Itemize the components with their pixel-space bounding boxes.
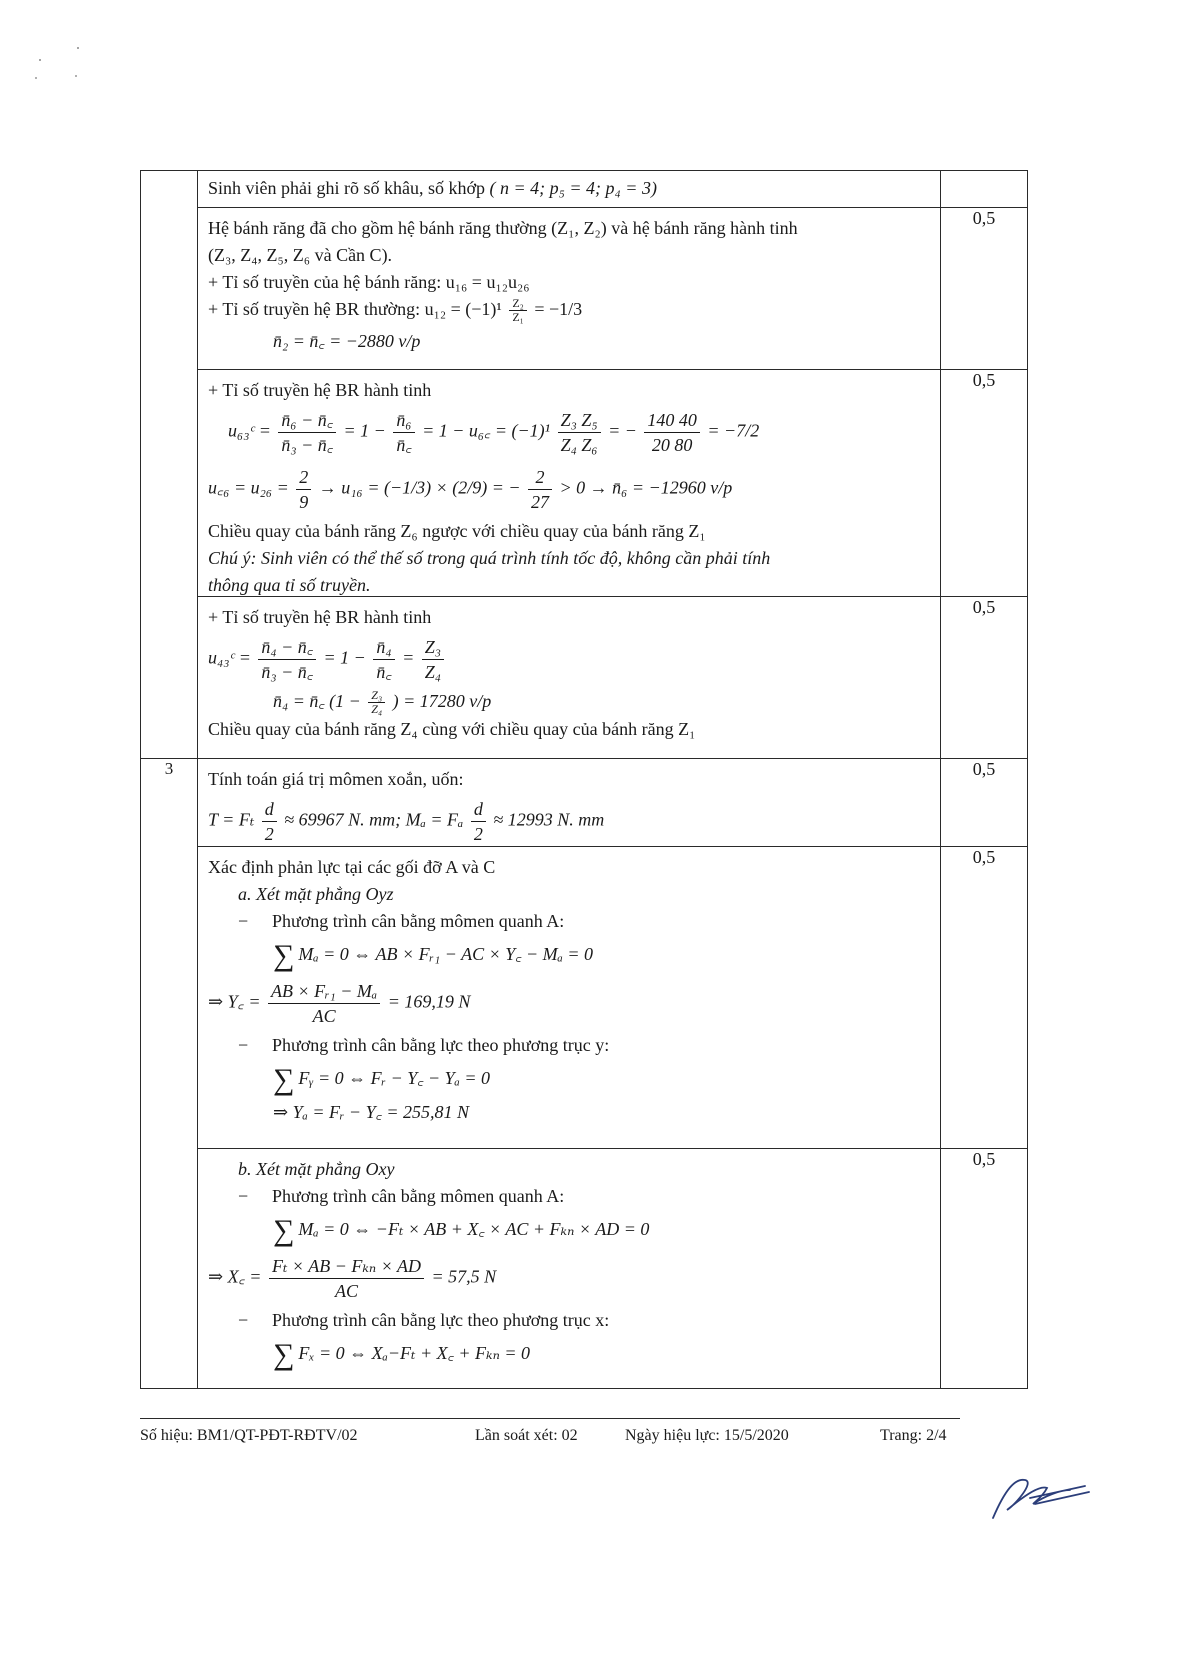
equation-line	[208, 296, 930, 324]
text-line: + Tỉ số truyền hệ BR hành tinh	[208, 380, 432, 400]
equation-part: = 57,5 N	[431, 1266, 497, 1287]
content-cell	[198, 597, 941, 759]
fraction	[471, 797, 486, 846]
fraction	[644, 408, 700, 457]
document-footer	[140, 1418, 960, 1444]
fraction-denominator: 2	[471, 821, 486, 846]
equation-line	[208, 1334, 930, 1374]
equation-part: Fᵧ = 0 ⇔ Fᵣ − Y꜀ − Yₐ = 0	[298, 1067, 491, 1088]
dash-bullet: −	[238, 1309, 249, 1330]
equation-part: ) = 17280 v/p	[392, 691, 492, 711]
fraction-numerator: 2	[299, 467, 309, 487]
dash-bullet: −	[238, 1034, 249, 1055]
text-line: Chiều quay của bánh răng Z₄ cùng với chiều quay của bánh răng Z₁	[208, 719, 696, 740]
equation-line	[208, 793, 930, 850]
fraction-numerator: n̄₆	[396, 410, 412, 430]
fraction	[269, 1254, 424, 1303]
subsection-heading: a. Xét mặt phẳng Oyz	[238, 884, 394, 904]
fraction	[422, 635, 444, 684]
equation-part: ≈ 69967 N. mm; Mₐ = Fₐ	[284, 809, 464, 830]
fraction-numerator: AB × Fᵣ₁ − Mₐ	[270, 980, 378, 1001]
text-line: Tính toán giá trị mômen xoắn, uốn:	[208, 769, 464, 789]
equation-line: ⇒ Yₐ = Fᵣ − Y꜀ = 255,81 N	[273, 1101, 469, 1122]
fraction-numerator: Z₃	[424, 637, 442, 657]
fraction-numerator: 2	[535, 467, 545, 487]
text-line-content: Phương trình cân bằng lực theo phương trục x:	[272, 1309, 610, 1330]
fraction-numerator: n̄₄ − n̄꜀	[261, 637, 314, 657]
text-line-content: Phương trình cân bằng mômen quanh A:	[272, 1186, 565, 1206]
text-line	[208, 1307, 930, 1334]
note-line: thông qua tỉ số truyền.	[208, 575, 371, 595]
fraction	[558, 408, 601, 457]
fraction-denominator: 2	[262, 821, 277, 846]
dash-bullet: −	[238, 911, 249, 931]
sigma-symbol: ∑	[273, 1062, 295, 1096]
equation-part: u₄₃ᶜ =	[208, 647, 251, 668]
equation-line	[208, 688, 930, 716]
content-cell	[198, 171, 941, 208]
fraction-numerator: 140 40	[647, 410, 697, 430]
equation-part: ⇒ X꜀ =	[208, 1266, 262, 1287]
equation-part: Mₐ = 0 ⇔ −Fₜ × AB + X꜀ × AC + Fₖₙ × AD = 0	[298, 1219, 650, 1239]
text-line-content: Phương trình cân bằng lực theo phương trục y:	[272, 1034, 610, 1055]
content-cell	[198, 208, 941, 370]
fraction	[278, 408, 336, 457]
table-row	[141, 171, 1028, 208]
text-line: + Tỉ số truyền hệ BR hành tinh	[208, 607, 432, 627]
answer-table	[140, 170, 1028, 1389]
fraction	[268, 979, 380, 1028]
fraction-denominator: n̄꜀	[393, 432, 414, 457]
text-line: + Tỉ số truyền của hệ bánh răng: u₁₆ = u₁₂u₂₆	[208, 272, 530, 292]
fraction	[262, 797, 277, 846]
score-cell: 0,5	[941, 1149, 1028, 1389]
fraction-denominator: Z₁	[509, 310, 527, 324]
fraction-denominator: Z₄	[368, 702, 385, 716]
equation-part: > 0 → n̄₆ = −12960 v/p	[559, 477, 733, 498]
equation-line	[208, 404, 930, 461]
fraction-numerator: Fₜ × AB − Fₖₙ × AD	[271, 1255, 422, 1276]
handwritten-signature	[985, 1460, 1095, 1530]
sigma-symbol: ∑	[273, 938, 295, 972]
equation-part: → u₁₆ = (−1/3) × (2/9) = −	[318, 477, 521, 498]
fraction	[509, 297, 527, 324]
dash-bullet: −	[238, 1186, 249, 1206]
fraction-numerator: Z₃ Z₅	[560, 410, 598, 430]
score-cell	[941, 171, 1028, 208]
fraction	[368, 689, 385, 716]
fraction-denominator: n̄꜀	[373, 659, 394, 684]
content-cell	[198, 847, 941, 1149]
fraction-denominator: n̄₃ − n̄꜀	[278, 432, 336, 457]
content-cell	[198, 370, 941, 597]
equation-part: T = Fₜ	[208, 809, 255, 830]
sigma-symbol: ∑	[273, 1337, 295, 1371]
subsection-heading: b. Xét mặt phẳng Oxy	[238, 1159, 395, 1179]
equation-line	[208, 1059, 930, 1099]
equation-part: u꜀₆ = u₂₆ =	[208, 477, 289, 498]
fraction-numerator: Z₃	[371, 688, 383, 703]
fraction-numerator: n̄₄	[376, 637, 392, 657]
fraction-numerator: d	[473, 799, 483, 819]
note-line: Chú ý: Sinh viên có thể thế số trong quá trình tính tốc độ, không cần phải tính	[208, 548, 771, 568]
fraction-denominator: Z₄	[422, 659, 444, 684]
table-row	[141, 847, 1028, 1149]
score-cell: 0,5	[941, 847, 1028, 1149]
table-row	[141, 597, 1028, 759]
equation-part: = 169,19 N	[387, 991, 471, 1012]
text-line	[208, 1032, 930, 1059]
fraction-numerator: d	[264, 799, 274, 819]
score-cell: 0,5	[941, 208, 1028, 370]
table-row	[141, 370, 1028, 597]
fraction-denominator: 9	[296, 489, 311, 514]
scan-noise	[30, 40, 90, 100]
fraction	[373, 635, 394, 684]
fraction-numerator: Z₂	[512, 296, 524, 311]
equation-line	[208, 1250, 930, 1307]
equation-part: Mₐ = 0 ⇔ AB × Fᵣ₁ − AC × Y꜀ − Mₐ = 0	[298, 944, 594, 964]
fraction	[393, 408, 414, 457]
table-row	[141, 1149, 1028, 1389]
effective-date: Ngày hiệu lực: 15/5/2020	[625, 1427, 789, 1444]
question-number: 3	[141, 759, 198, 1389]
equation-part: = 1 −	[343, 420, 386, 441]
text-line-content: Phương trình cân bằng mômen quanh A:	[272, 911, 565, 931]
revision-number: Lần soát xét: 02	[475, 1427, 578, 1444]
fraction-denominator: Z₄ Z₆	[558, 432, 601, 457]
score-cell: 0,5	[941, 759, 1028, 847]
table-row	[141, 208, 1028, 370]
content-cell	[198, 1149, 941, 1389]
text-line	[208, 908, 930, 935]
equation-part: = −7/2	[707, 420, 760, 441]
text-line: Xác định phản lực tại các gối đỡ A và C	[208, 857, 496, 877]
fraction-numerator: n̄₆ − n̄꜀	[281, 410, 334, 430]
fraction-denominator: AC	[269, 1278, 424, 1303]
equation-part: Fₓ = 0 ⇔ Xₐ−Fₜ + X꜀ + Fₖₙ = 0	[298, 1342, 531, 1363]
score-cell: 0,5	[941, 597, 1028, 759]
question-cell-empty	[141, 171, 198, 759]
page-number: Trang: 2/4	[880, 1427, 947, 1444]
equation-part: = −1/3	[534, 299, 583, 319]
equation-part: = 1 −	[323, 647, 366, 668]
equation-line: n̄₂ = n̄꜀ = −2880 v/p	[273, 331, 421, 352]
requirement-text: Sinh viên phải ghi rõ số khâu, số khớp	[208, 178, 486, 198]
equation-line	[208, 1210, 930, 1250]
document-code: Số hiệu: BM1/QT-PĐT-RĐTV/02	[140, 1427, 358, 1444]
text-line	[208, 1183, 930, 1210]
equation-line	[208, 975, 930, 1032]
equation-part: =	[402, 647, 415, 668]
table-row	[141, 759, 1028, 847]
equation-line	[208, 631, 930, 688]
text-line: Chiều quay của bánh răng Z₆ ngược với chiều quay của bánh răng Z₁	[208, 521, 706, 541]
fraction-denominator: n̄₃ − n̄꜀	[258, 659, 316, 684]
text-line: Hệ bánh răng đã cho gồm hệ bánh răng thường (Z₁, Z₂) và hệ bánh răng hành tinh	[208, 218, 798, 238]
equation-line	[208, 461, 930, 518]
equation-part: ⇒ Y꜀ =	[208, 991, 261, 1012]
equation-part: ≈ 12993 N. mm	[493, 809, 605, 830]
fraction	[258, 635, 316, 684]
equation-part: + Tỉ số truyền hệ BR thường: u₁₂ = (−1)¹	[208, 299, 502, 319]
equation-part: n̄₄ = n̄꜀ (1 −	[273, 691, 361, 711]
fraction-denominator: 27	[528, 489, 552, 514]
fraction	[296, 465, 311, 514]
content-cell	[198, 759, 941, 847]
equation-part: = −	[608, 420, 637, 441]
fraction-denominator: 20 80	[644, 432, 700, 457]
text-line: (Z₃, Z₄, Z₅, Z₆ và Cần C).	[208, 245, 393, 265]
fraction	[528, 465, 552, 514]
requirement-values: ( n = 4; p₅ = 4; p₄ = 3)	[489, 178, 657, 198]
equation-part: = 1 − u₆꜀ = (−1)¹	[422, 420, 551, 441]
equation-part: u₆₃ᶜ =	[228, 420, 271, 441]
fraction-denominator: AC	[268, 1003, 380, 1028]
sigma-symbol: ∑	[273, 1213, 295, 1247]
equation-line	[208, 935, 930, 975]
score-cell: 0,5	[941, 370, 1028, 597]
